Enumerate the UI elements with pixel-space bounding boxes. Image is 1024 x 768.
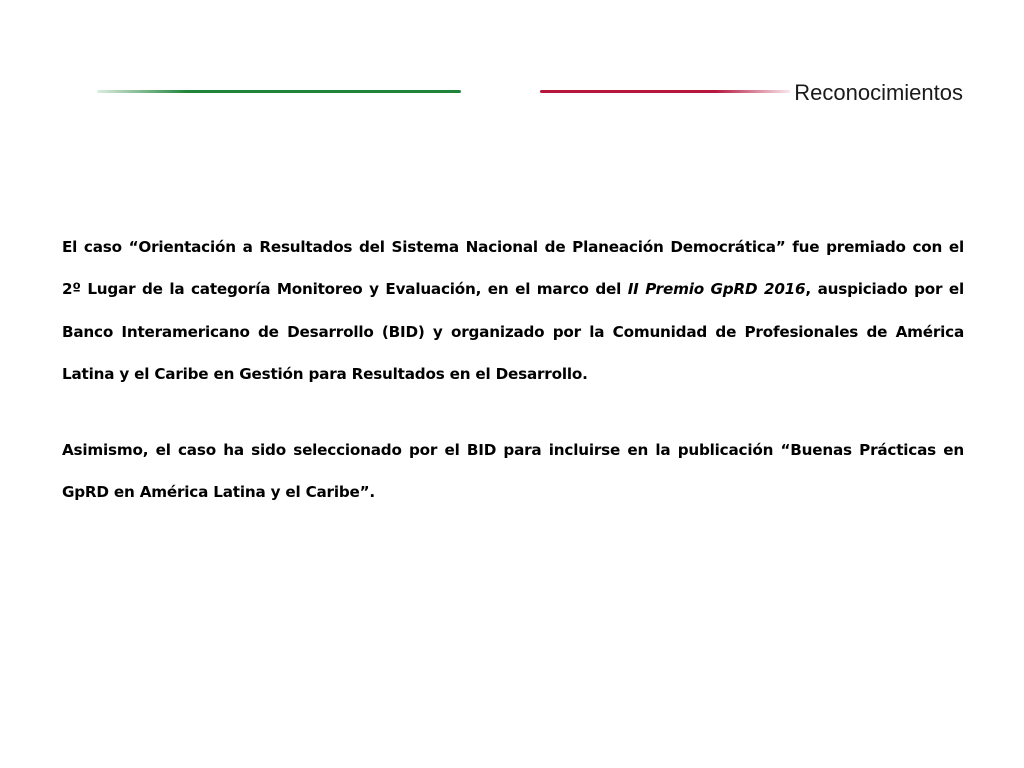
red-accent-line bbox=[540, 90, 790, 93]
paragraph-award-text-1: El caso “Orientación a Resultados del Sistema Nacional de Planeación Democrática” fue premiado con el 2º Lugar de la categoría bbox=[62, 238, 964, 299]
page-title: Reconocimientos bbox=[794, 80, 963, 105]
category-highlight: Monitoreo y Evaluación bbox=[276, 280, 476, 299]
paragraph-award bbox=[62, 226, 964, 395]
paragraph-award-text-3: , auspiciado por el Banco Interamericano de Desarrollo (BID) y organizado por la Comunidad de Profesionales de América Latina y el Caribe en Gestión para Resultados en el Desarrollo. bbox=[62, 280, 964, 383]
paragraph-award-text-2: , en el marco del bbox=[475, 280, 628, 299]
award-name: II Premio GpRD 2016 bbox=[627, 280, 806, 299]
green-accent-line bbox=[97, 90, 461, 93]
body-content bbox=[62, 226, 964, 514]
paragraph-selection: Asimismo, el caso ha sido seleccionado por el BID para incluirse en la publicación “Buenas Prácticas en GpRD en América Latina y el Caribe”. bbox=[62, 441, 964, 502]
